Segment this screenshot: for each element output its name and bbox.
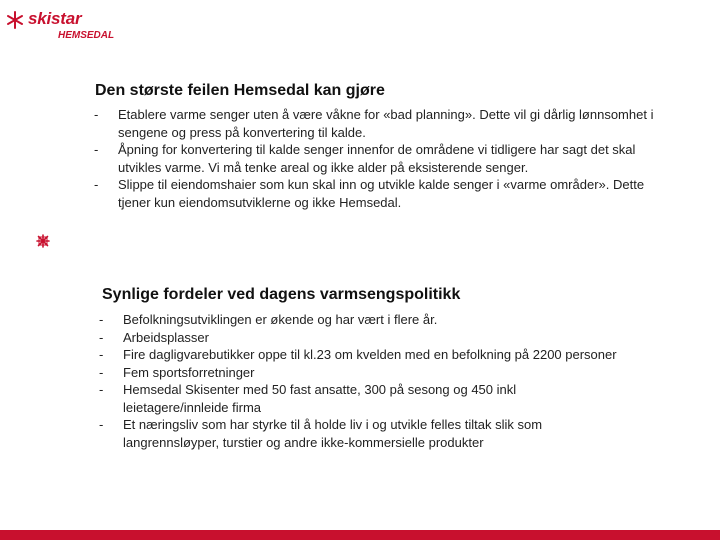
list-item: - Slippe til eiendomshaier som kun skal inn og utvikle kalde senger i «varme områder». Dette tjener kun eiendomsutviklerne og ikke Hemsedal. [94,177,645,210]
section2-title: Synlige fordeler ved dagens varmsengspolitikk [102,286,461,303]
list-item: - Befolkningsutviklingen er økende og har vært i flere år. [99,312,438,327]
section2-list [99,311,623,451]
list-item: - Arbeidsplasser [99,329,209,345]
list-item: - Fire dagligvarebutikker oppe til kl.23 om kvelden med en befolkning på 2200 personer [99,347,617,362]
list-item: - Etablere varme senger uten å være våkne for «bad planning». Dette vil gi dårlig lønnsomhet i sengene og press på konvertering til kalde. [94,107,654,140]
list-item: - Hemsedal Skisenter med 50 fast ansatte, 300 på sesong og 450 inkl leietagere/innleide firma [99,382,517,415]
skistar-hemsedal-logo [6,9,116,41]
logo-wordmark: skistar [28,9,82,28]
section1-list [94,106,678,211]
list-item: - Et næringsliv som har styrke til å holde liv i og utvikle felles tiltak slik som langrennsløyper, turstier og andre ikke-kommersielle produkter [99,417,543,450]
list-item: - Fem sportsforretninger [99,364,255,380]
logo-subtitle: HEMSEDAL [58,30,115,41]
snowflake-icon [6,11,24,29]
footer-bar [0,530,720,540]
section1-title: Den største feilen Hemsedal kan gjøre [95,82,385,99]
list-item: - Åpning for konvertering til kalde senger innenfor de områdene vi tidligere har sagt det skal utvikles varme. Vi må tenke areal og ikke alder på eksisterende senger. [94,142,636,175]
snowflake-divider-icon [36,234,50,248]
